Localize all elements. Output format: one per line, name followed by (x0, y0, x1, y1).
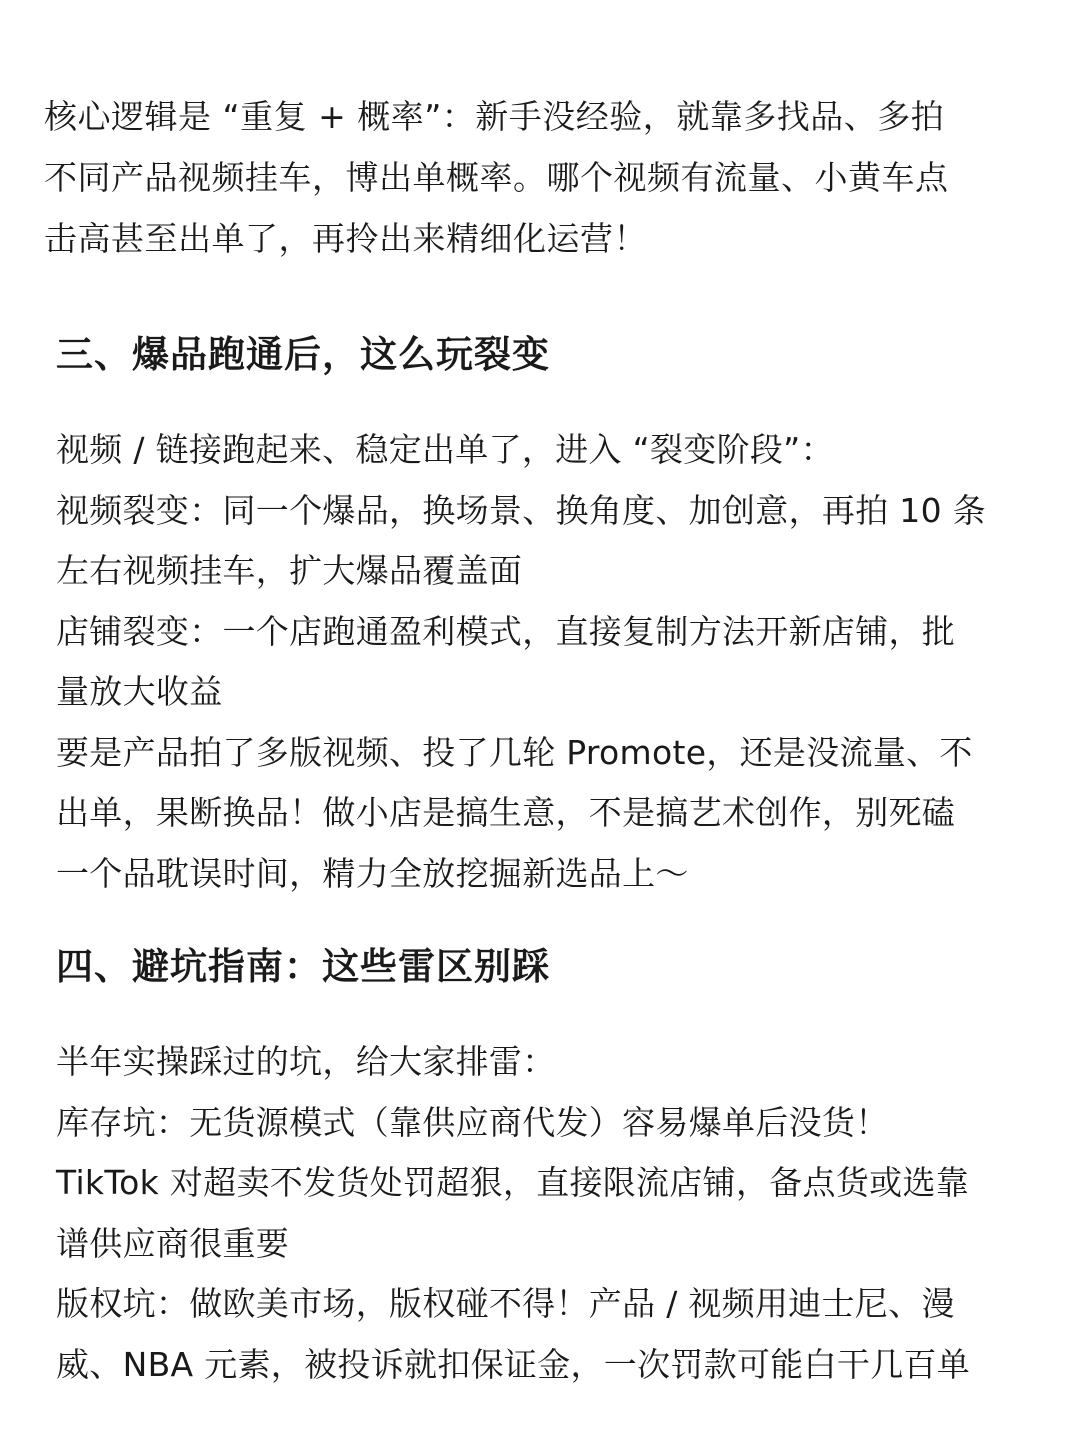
text-line: 核心逻辑是 “重复 + 概率”：新手没经验，就靠多找品、多拍 (44, 97, 945, 136)
text-line: 店铺裂变：一个店跑通盈利模式，直接复制方法开新店铺，批 (56, 611, 956, 651)
text-line: 视频裂变：同一个爆品，换场景、换角度、加创意，再拍 10 条 (56, 490, 986, 530)
text-line: 要是产品拍了多版视频、投了几轮 Promote，还是没流量、不 (56, 732, 973, 772)
text-line: 版权坑：做欧美市场，版权碰不得！产品 / 视频用迪士尼、漫 (56, 1284, 955, 1323)
text-line: 不同产品视频挂车，博出单概率。哪个视频有流量、小黄车点 (44, 158, 949, 197)
text-line: TikTok 对超卖不发货处罚超狠，直接限流店铺，备点货或选靠 (56, 1163, 970, 1202)
text-line: 击高甚至出单了，再拎出来精细化运营！ (44, 219, 647, 258)
text-line: 出单，果断换品！做小店是搞生意，不是搞艺术创作，别死磕 (56, 793, 956, 832)
text-line: 量放大收益 (56, 672, 223, 711)
text-line: 半年实操踩过的坑，给大家排雷： (56, 1042, 556, 1081)
text-line: 谱供应商很重要 (56, 1223, 290, 1263)
text-line: 威、NBA 元素，被投诉就扣保证金，一次罚款可能白干几百单 (56, 1344, 971, 1384)
section-heading-3: 三、爆品跑通后，这么玩裂变 (56, 333, 550, 376)
section-4-body (56, 1032, 1046, 1395)
intro-paragraph (44, 86, 1034, 269)
section-heading-4: 四、避坑指南：这些雷区别踩 (56, 945, 550, 988)
text-line: 视频 / 链接跑起来、稳定出单了，进入 “裂变阶段”： (56, 430, 834, 469)
section-3-body (56, 420, 1046, 904)
text-line: 一个品耽误时间，精力全放挖掘新选品上～ (56, 853, 689, 893)
text-line: 库存坑：无货源模式（靠供应商代发）容易爆单后没货！ (56, 1102, 889, 1142)
text-line: 左右视频挂车，扩大爆品覆盖面 (56, 551, 523, 590)
